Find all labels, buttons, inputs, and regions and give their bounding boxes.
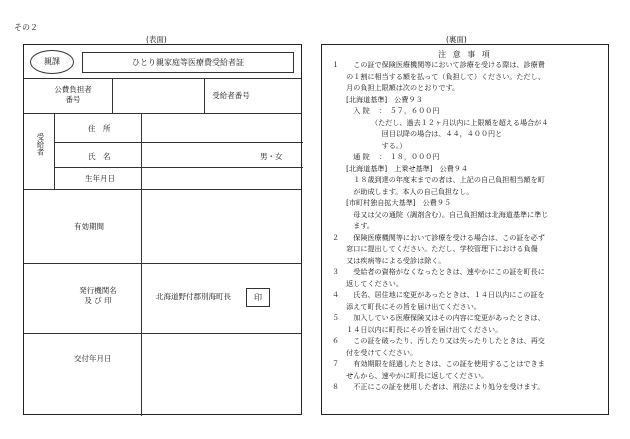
note-line: ます。: [332, 221, 374, 230]
note-line: 回目以降の場合は、４４，４００円と: [332, 129, 503, 138]
note-line: が助成します。本人の自己負担なし。: [332, 186, 474, 196]
note-line: ４ 氏名、居住地に変更があったときは、１４日以内にこの証を: [332, 290, 545, 299]
front-card: [23, 44, 302, 415]
note-line: 月の負担上限額は次のとおりです。: [332, 83, 460, 92]
issuer-label: 発行機関名 及 び 印: [79, 286, 117, 305]
note-line: ６ この証を破ったり、汚したり又は失ったりしたときは、再交: [332, 336, 545, 345]
note-line: 添えて町長にその旨を届け出てください。: [332, 301, 481, 311]
address-label: 住 所: [88, 124, 111, 133]
note-line: １８歳到達の年度末までの者は、上記の自己負担相当額を町: [332, 175, 545, 184]
note-line: 入 院 ： ５７，６００円: [332, 106, 440, 115]
issuer-value: 北海道野付郡別海町長: [156, 292, 231, 301]
valid-period-label: 有効期間: [74, 222, 104, 231]
name-label: 氏 名: [88, 152, 111, 161]
recipient-vertical-label: 受給者: [36, 133, 45, 156]
page-label: その２: [14, 23, 38, 32]
note-line: 母又は父の通院（調剤含む）。自己負担額は北海道基準に準じ: [332, 209, 549, 219]
note-line: 窓口に提出してください。ただし、学校管理下における負傷: [332, 244, 538, 253]
back-card: [321, 44, 609, 415]
note-line: １４日以内に町長にその旨を届け出てください。: [332, 324, 503, 334]
birthdate-label: 生年月日: [85, 174, 115, 183]
note-line: ２ 保険医療機関等において診療を受ける場合は、この証を必ず: [332, 232, 545, 242]
note-line: 付を受けてください。: [332, 347, 418, 357]
note-line: 返してください。: [332, 278, 403, 288]
stamp-oval: 親課: [30, 50, 74, 74]
note-line: 又は疾病等による受診は除く。: [332, 255, 446, 265]
note-line: １ この証で保険医療機関等において診療を受ける際は、診療費: [332, 60, 545, 69]
recipient-number-label: 受給者番号: [212, 91, 250, 100]
note-line: する。）: [332, 140, 407, 150]
note-line: せんから、速やかに町長に返してください。: [332, 370, 489, 380]
note-line: ７ 有効期限を経過したときは、この証を使用することはできま: [332, 359, 545, 368]
note-line: ５ 加入している医療保険又はその内容に変更があったときは、: [332, 313, 545, 322]
notes-title: 注 意 事 項: [438, 50, 492, 59]
note-line: [北海道基準] 公費９３: [332, 94, 423, 104]
seal-box: 印: [246, 288, 270, 307]
note-line: の１割に相当する額を払って（負担して）ください。ただし、: [332, 71, 545, 81]
note-line: ３ 受給者の資格がなくなったときは、速やかにこの証を町長に: [332, 267, 545, 276]
issue-date-label: 交付年月日: [74, 354, 112, 363]
note-line: [北海道基準] 上乗せ基準] 公費９４: [332, 163, 468, 173]
note-line: （ただし、過去１２ヶ月以内に上限額を超える場合が４: [332, 117, 549, 127]
payer-number-label: 公費負担者 番号: [54, 85, 92, 104]
note-line: [市町村独自拡大基準] 公費９５: [332, 198, 452, 207]
note-line: ８ 不正にこの証を使用した者は、刑法により処分を受けます。: [332, 382, 545, 391]
front-side-label: (表面): [146, 35, 167, 44]
back-side-label: (裏面): [446, 35, 467, 44]
card-title: ひとり親家庭等医療費受給者証: [82, 52, 294, 73]
note-line: 通 院 ： １８，０００円: [332, 152, 440, 161]
gender-label: 男・女: [260, 152, 283, 161]
